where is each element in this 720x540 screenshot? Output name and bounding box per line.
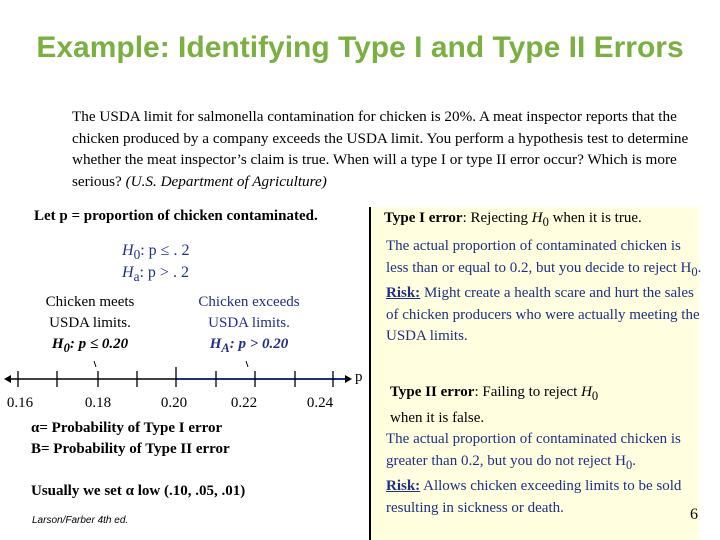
type2-label: Type II error [390, 384, 475, 400]
type1-risk-label: Risk: [386, 285, 421, 301]
alt-hypothesis [122, 262, 189, 288]
page-number: 6 [690, 506, 698, 523]
left-header: Let p = proportion of chicken contaminated. [34, 208, 318, 224]
tick-label: 0.16 [6, 395, 34, 411]
exceeds-sub: A [221, 341, 230, 355]
alpha-note: Usually we set α low (.10, .05, .01) [31, 483, 246, 499]
type2-description [386, 429, 706, 519]
alpha-definition: α= Probability of Type I error [31, 420, 223, 436]
right-arrowhead [345, 375, 352, 383]
type2-risk-label: Risk: [386, 478, 421, 494]
exceeds-block [178, 292, 320, 359]
exceeds-h: H [209, 336, 222, 352]
type1-description [386, 236, 706, 348]
meets-h: H [51, 336, 64, 352]
meets-block [20, 292, 160, 359]
type2-h: H [581, 384, 592, 400]
h0-symbol: H [122, 242, 134, 259]
type1-rest-a: : Rejecting [462, 210, 532, 226]
left-arrowhead [4, 375, 11, 383]
type1-heading [384, 208, 714, 234]
type2-desc: The actual proportion of contaminated chicken is greater than 0.2, but you do not reject H [386, 431, 681, 469]
tick-label: 0.22 [230, 395, 258, 411]
meets-line1: Chicken meets [45, 294, 135, 310]
tick-label: 0.20 [160, 395, 188, 411]
exceeds-rest: : p > 0.20 [229, 336, 289, 352]
ha-symbol: H [122, 264, 134, 281]
type2-heading [390, 382, 700, 429]
tick-label: 0.18 [84, 395, 112, 411]
type1-desc-sub: 0 [691, 264, 698, 279]
type2-risk: Allows chicken exceeding limits to be sold resulting in sickness or death. [386, 478, 682, 516]
ha-rest: : p > . 2 [139, 264, 189, 281]
meets-rest: : p ≤ 0.20 [69, 336, 129, 352]
exceeds-bracket-tick [246, 361, 248, 367]
exceeds-line1: Chicken exceeds [198, 294, 300, 310]
type1-h: H [531, 210, 543, 226]
meets-sub: 0 [63, 341, 70, 355]
footer-citation: Larson/Farber 4th ed. [32, 515, 129, 526]
type2-rest-b: when it is false. [390, 409, 485, 426]
type1-sub: 0 [542, 215, 549, 229]
beta-definition: B= Probability of Type II error [31, 441, 230, 457]
intro-source: (U.S. Department of Agriculture) [125, 172, 327, 190]
type2-sub: 0 [591, 389, 599, 403]
type1-rest-b: when it is true. [548, 210, 642, 226]
h0-rest: : p ≤ . 2 [140, 242, 190, 259]
type1-risk: Might create a health scare and hurt the sales of chicken producers who were actually meeting the USDA limits. [386, 285, 700, 344]
intro-paragraph [72, 106, 692, 192]
meets-line2: USDA limits. [49, 315, 131, 331]
slide-title: Example: Identifying Type I and Type II Errors [36, 31, 684, 64]
type2-desc-sub: 0 [625, 457, 633, 472]
type1-desc: The actual proportion of contaminated chicken is less than or equal to 0.2, but you decide to reject H [386, 238, 692, 276]
intro-text: The USDA limit for salmonella contamination for chicken is 20%. A meat inspector reports that the chicken produced by a company exceeds the USDA limit. You perform a hypothesis test to determine whether the meat inspector’s claim is true. When will a type I or type II error occur? Which is more serious? [72, 108, 689, 190]
axis-label: p [355, 369, 363, 385]
type1-desc-end: . [697, 259, 702, 276]
type1-label: Type I error [384, 210, 463, 226]
type2-rest-a: : Failing to reject [474, 384, 582, 400]
number-line [0, 355, 370, 415]
ha-sub: a [133, 269, 140, 285]
meets-bracket-tick [94, 361, 96, 367]
h0-sub: 0 [133, 247, 141, 263]
type2-desc-end: . [632, 452, 636, 469]
exceeds-line2: USDA limits. [208, 315, 290, 331]
tick-label: 0.24 [306, 395, 334, 411]
